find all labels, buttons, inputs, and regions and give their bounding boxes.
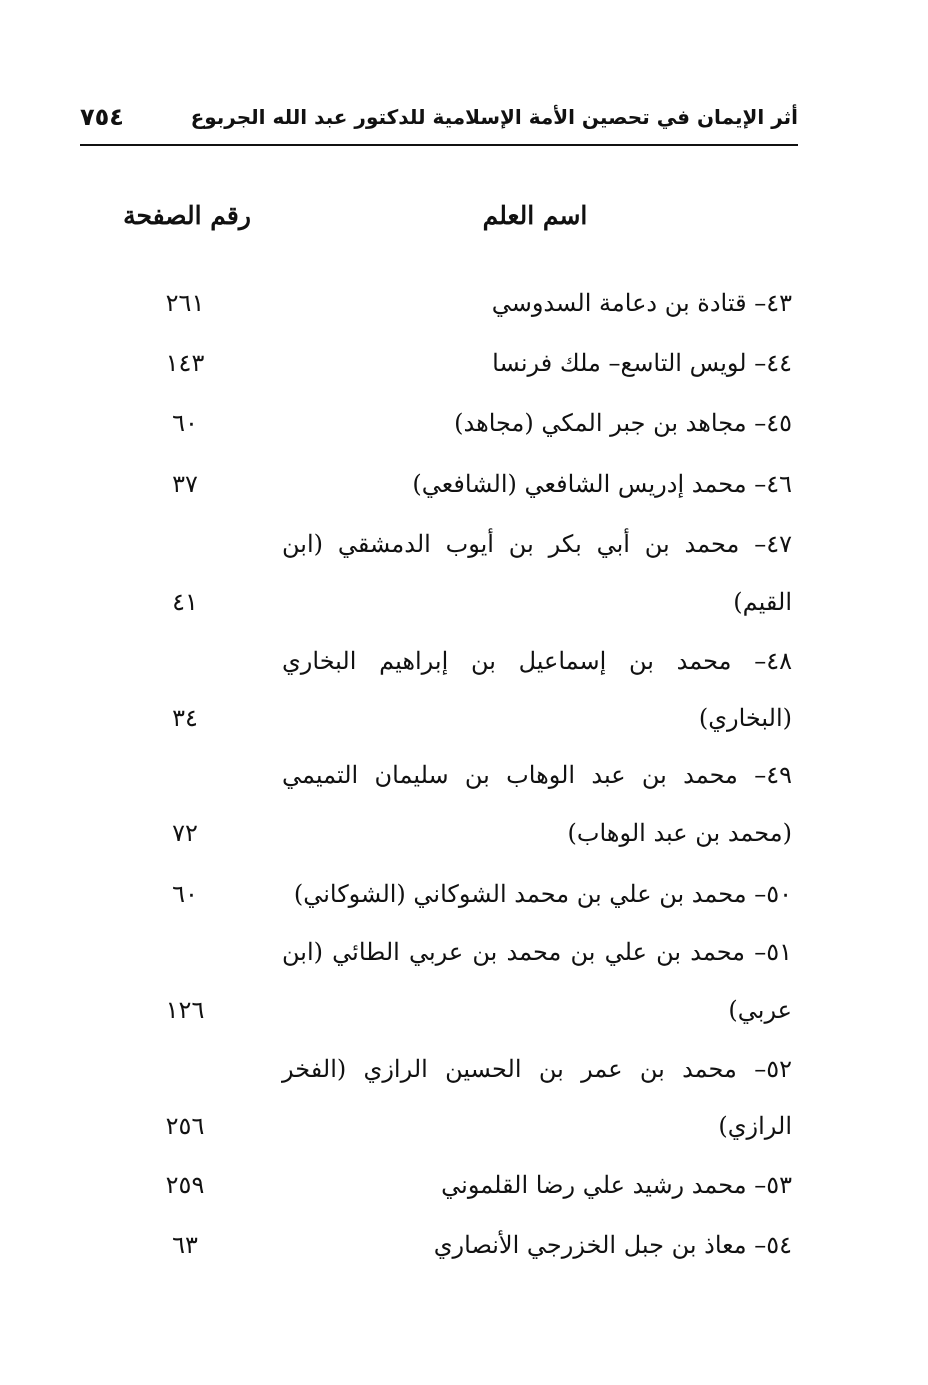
book-title: أثر الإيمان في تحصين الأمة الإسلامية للدكتور عبد الله الجربوع	[190, 105, 798, 129]
index-entry-page: ٢٥٩	[165, 1171, 205, 1199]
index-entry-name: ٤٧– محمد بن أبي بكر بن أيوب الدمشقي (ابن	[282, 530, 792, 558]
index-entry-name: ٥١– محمد بن علي بن محمد بن عربي الطائي (ابن	[282, 938, 792, 966]
column-header-name: اسم العلم	[482, 201, 588, 230]
index-entry-name-continued: عربي)	[728, 996, 792, 1024]
index-entry-name-continued: الرازي)	[718, 1112, 792, 1140]
index-entry-page: ٧٢	[172, 819, 198, 847]
index-entry-name: ٤٤– لويس التاسع– ملك فرنسا	[492, 349, 792, 377]
running-header	[80, 100, 798, 146]
column-header-page: رقم الصفحة	[123, 201, 251, 230]
index-entry-name: ٤٨– محمد بن إسماعيل بن إبراهيم البخاري	[282, 647, 792, 675]
index-entry-name: ٥٣– محمد رشيد علي رضا القلموني	[441, 1171, 792, 1199]
index-entry-page: ٢٦١	[165, 289, 205, 317]
page-number: ٧٥٤	[80, 103, 124, 131]
index-entry-name: ٤٣– قتادة بن دعامة السدوسي	[491, 289, 792, 317]
index-entry-name: ٥٠– محمد بن علي بن محمد الشوكاني (الشوكاني)	[293, 880, 792, 908]
index-entry-page: ٣٤	[172, 704, 198, 732]
index-entry-page: ٦٣	[172, 1231, 198, 1259]
index-entry-name: ٥٤– معاذ بن جبل الخزرجي الأنصاري	[433, 1231, 792, 1259]
index-entry-name-continued: القيم)	[733, 588, 792, 616]
index-entry-page: ١٢٦	[165, 996, 205, 1024]
index-entry-page: ٦٠	[172, 880, 198, 908]
index-entry-name: ٤٩– محمد بن عبد الوهاب بن سليمان التميمي	[282, 761, 792, 789]
index-entry-page: ٢٥٦	[165, 1112, 205, 1140]
index-entry-name: ٤٦– محمد إدريس الشافعي (الشافعي)	[412, 470, 792, 498]
index-entry-name: ٥٢– محمد بن عمر بن الحسين الرازي (الفخر	[282, 1055, 793, 1083]
index-entry-name-continued: (محمد بن عبد الوهاب)	[567, 819, 792, 847]
index-entry-page: ٤١	[172, 588, 198, 616]
index-entry-page: ٣٧	[172, 470, 198, 498]
index-entry-name-continued: (البخاري)	[698, 704, 792, 732]
index-entry-name: ٤٥– مجاهد بن جبر المكي (مجاهد)	[454, 409, 792, 437]
index-entry-page: ١٤٣	[165, 349, 205, 377]
index-entry-page: ٦٠	[172, 409, 198, 437]
